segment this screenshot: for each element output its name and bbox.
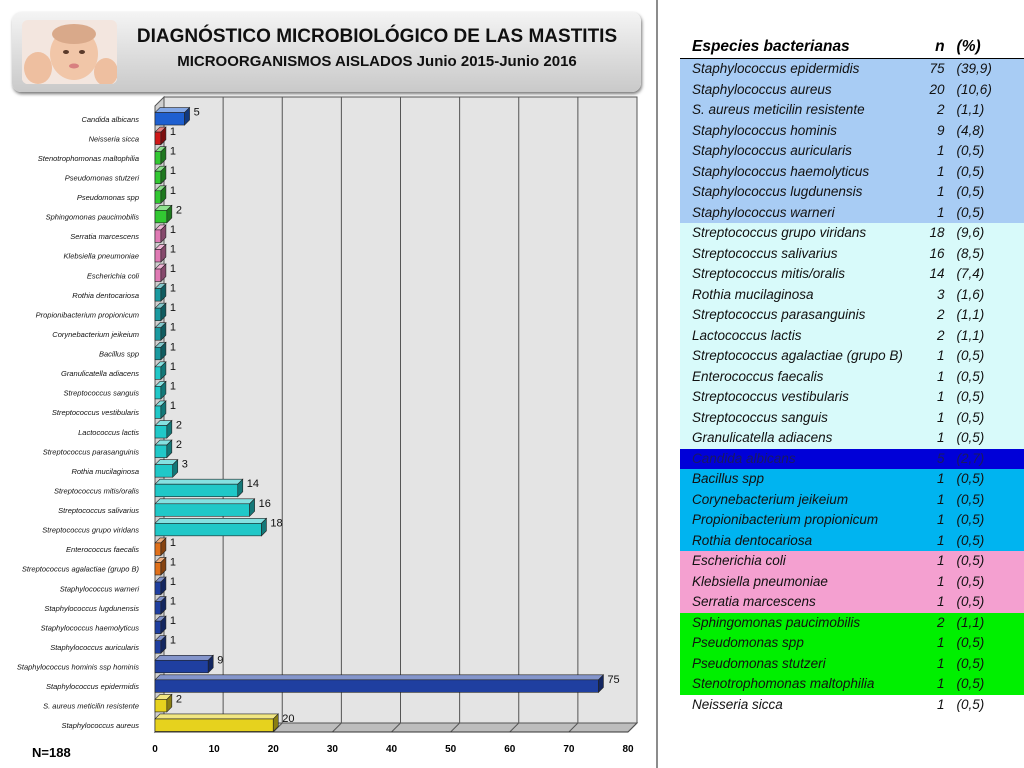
- bar: [155, 641, 161, 654]
- bar: [155, 210, 167, 223]
- y-tick-label: Pseudomonas spp: [76, 193, 139, 203]
- data-label: 1: [169, 126, 177, 139]
- y-tick-label: Sphingomonas paucimobilis: [45, 212, 139, 222]
- percent-cell: (7,4): [956, 266, 985, 281]
- data-label: 2: [175, 419, 182, 432]
- bar: [155, 132, 161, 145]
- y-tick-label: Staphylococcus haemolyticus: [40, 623, 139, 633]
- bar: [155, 152, 161, 165]
- percent-cell: (9,6): [956, 225, 985, 240]
- species-name-cell: Staphylococcus auricularis: [692, 143, 852, 158]
- count-cell: 1: [937, 573, 945, 589]
- y-tick-label: Serratia marcescens: [70, 232, 139, 242]
- bar: [155, 621, 161, 634]
- x-tick-label: 70: [563, 744, 575, 755]
- y-tick-label: Corynebacterium jeikeium: [52, 329, 139, 339]
- percent-cell: (4,8): [956, 122, 985, 138]
- bar-top: [155, 479, 243, 484]
- data-label: 1: [169, 184, 177, 197]
- percent-cell: (0,5): [956, 635, 985, 650]
- data-label: 1: [169, 634, 177, 647]
- bar: [155, 582, 161, 595]
- bar: [155, 406, 161, 419]
- bar: [155, 191, 161, 204]
- count-cell: 20: [929, 81, 945, 97]
- bar: [155, 426, 167, 439]
- y-tick-label: Staphylococcus lugdunensis: [44, 603, 139, 613]
- y-tick-label: Rothia dentocariosa: [72, 290, 139, 300]
- table-row: [680, 203, 1024, 224]
- y-tick-label: Candida albicans: [81, 114, 139, 124]
- count-cell: 1: [937, 204, 945, 220]
- table-row: [680, 141, 1024, 162]
- table-row: [680, 264, 1024, 285]
- bar: [155, 484, 238, 497]
- x-tick-label: 50: [445, 744, 457, 755]
- count-cell: 1: [937, 184, 945, 199]
- bar: [155, 386, 161, 399]
- species-name-cell: Staphylococcus warneri: [692, 204, 835, 220]
- count-cell: 1: [937, 655, 945, 671]
- data-label: 20: [282, 712, 295, 725]
- table-row: [680, 80, 1024, 101]
- x-tick-label: 60: [504, 744, 516, 755]
- data-label: 1: [169, 282, 177, 295]
- species-name-cell: Bacillus spp: [692, 471, 765, 486]
- species-name-cell: Granulicatella adiacens: [692, 430, 833, 445]
- percent-cell: (1,1): [956, 307, 985, 322]
- x-tick-label: 80: [622, 744, 634, 755]
- table-row: [680, 674, 1024, 695]
- species-name-cell: Staphylococcus haemolyticus: [692, 163, 870, 179]
- bar-top: [155, 499, 255, 504]
- data-label: 14: [246, 478, 260, 491]
- x-tick-label: 10: [208, 744, 220, 755]
- percent-cell: (0,5): [956, 655, 985, 671]
- count-cell: 16: [929, 245, 945, 261]
- species-name-cell: S. aureus meticilin resistente: [692, 102, 865, 117]
- y-tick-label: Propionibacterium propionicum: [35, 310, 139, 320]
- data-label: 1: [169, 302, 177, 315]
- table-row: [680, 182, 1024, 203]
- percent-cell: (0,5): [956, 163, 985, 179]
- count-cell: 1: [937, 696, 945, 712]
- species-name-cell: Streptococcus grupo viridans: [692, 225, 867, 240]
- percent-cell: (0,5): [956, 143, 985, 158]
- table-row: [680, 162, 1024, 183]
- bar: [155, 562, 161, 575]
- data-label: 1: [169, 615, 177, 628]
- species-name-cell: Streptococcus parasanguinis: [692, 307, 866, 322]
- count-cell: 75: [929, 61, 945, 76]
- y-tick-label: Pseudomonas stutzeri: [64, 173, 139, 183]
- species-name-cell: Sphingomonas paucimobilis: [692, 614, 861, 630]
- table-row: [680, 326, 1024, 347]
- percent-cell: (1,6): [956, 286, 985, 302]
- data-label: 1: [169, 263, 177, 276]
- percent-cell: (39,9): [956, 61, 992, 76]
- header-species: Especies bacterianas: [680, 35, 919, 59]
- table-row: [680, 367, 1024, 388]
- species-name-cell: Pseudomonas spp: [692, 635, 804, 650]
- species-name-cell: Stenotrophomonas maltophilia: [692, 676, 875, 691]
- data-label: 9: [217, 654, 224, 667]
- percent-cell: (1,1): [956, 102, 985, 117]
- percent-cell: (0,5): [956, 471, 985, 486]
- bar-top: [155, 518, 266, 523]
- table-row: [680, 346, 1024, 367]
- data-label: 18: [270, 517, 283, 530]
- data-label: 5: [193, 106, 200, 119]
- data-label: 1: [169, 165, 177, 178]
- bar: [155, 660, 208, 673]
- percent-cell: (0,5): [956, 389, 985, 404]
- bar: [155, 523, 261, 536]
- percent-cell: (0,5): [956, 204, 985, 220]
- x-tick-label: 20: [267, 744, 279, 755]
- table-row: [680, 449, 1024, 470]
- count-cell: 1: [937, 348, 945, 363]
- data-label: 75: [607, 673, 620, 686]
- x-tick-label: 30: [326, 744, 338, 755]
- y-tick-label: Streptococcus agalactiae (grupo B): [21, 564, 139, 574]
- y-tick-label: Stenotrophomonas maltophilia: [37, 153, 139, 163]
- bar: [155, 328, 161, 341]
- y-tick-label: Escherichia coli: [86, 271, 139, 281]
- species-name-cell: Rothia mucilaginosa: [692, 286, 814, 302]
- count-cell: 2: [937, 614, 945, 630]
- y-tick-label: Staphylococcus auricularis: [50, 642, 139, 652]
- bar-chart: [0, 96, 656, 768]
- data-label: 1: [169, 595, 177, 608]
- species-name-cell: Corynebacterium jeikeium: [692, 491, 849, 507]
- title-banner: [12, 12, 641, 92]
- table-row: [680, 285, 1024, 306]
- count-cell: 5: [937, 450, 945, 466]
- data-label: 1: [169, 556, 177, 569]
- table-row: [680, 695, 1024, 716]
- percent-cell: (0,5): [956, 532, 985, 548]
- y-tick-label: Streptococcus parasanguinis: [42, 447, 139, 457]
- bar: [155, 249, 161, 262]
- table-row: [680, 121, 1024, 142]
- count-cell: 9: [937, 122, 945, 138]
- species-name-cell: Streptococcus salivarius: [692, 245, 838, 261]
- count-cell: 18: [929, 225, 945, 240]
- species-table: [680, 35, 1024, 715]
- y-tick-label: Staphylococcus aureus: [61, 721, 139, 731]
- y-tick-label: Staphylococcus warneri: [59, 584, 139, 594]
- bar: [155, 680, 598, 693]
- data-label: 16: [258, 497, 271, 510]
- data-label: 1: [169, 223, 177, 236]
- species-name-cell: Staphylococcus aureus: [692, 81, 832, 97]
- species-name-cell: Streptococcus mitis/oralis: [692, 266, 846, 281]
- data-label: 1: [169, 341, 177, 354]
- bar: [155, 699, 167, 712]
- bar-top: [155, 108, 190, 113]
- bar: [155, 308, 161, 321]
- count-cell: 1: [937, 368, 945, 384]
- percent-cell: (0,5): [956, 573, 985, 589]
- table-row: [680, 654, 1024, 675]
- percent-cell: (0,5): [956, 348, 985, 363]
- table-row: [680, 490, 1024, 511]
- count-cell: 1: [937, 676, 945, 691]
- bar: [155, 269, 161, 282]
- table-row: [680, 510, 1024, 531]
- y-tick-label: Enterococcus faecalis: [66, 545, 139, 555]
- percent-cell: (0,5): [956, 184, 985, 199]
- species-name-cell: Staphylococcus lugdunensis: [692, 184, 863, 199]
- bar: [155, 347, 161, 360]
- y-tick-label: Bacillus spp: [98, 349, 139, 359]
- bar-top: [155, 714, 278, 719]
- bar: [155, 230, 161, 243]
- table-row: [680, 428, 1024, 449]
- y-tick-label: Lactococcus lactis: [78, 427, 139, 437]
- table-row: [680, 244, 1024, 265]
- percent-cell: (0,5): [956, 594, 985, 609]
- data-label: 1: [169, 243, 177, 256]
- count-cell: 1: [937, 430, 945, 445]
- table-row: [680, 223, 1024, 244]
- table-row: [680, 572, 1024, 593]
- chart-title: DIAGNÓSTICO MICROBIOLÓGICO DE LAS MASTITIS: [136, 26, 618, 47]
- count-cell: 14: [929, 266, 945, 281]
- count-cell: 1: [937, 491, 945, 507]
- count-cell: 1: [937, 532, 945, 548]
- bar: [155, 465, 173, 478]
- count-cell: 1: [937, 635, 945, 650]
- percent-cell: (0,5): [956, 696, 985, 712]
- y-tick-label: Streptococcus vestibularis: [51, 408, 139, 418]
- percent-cell: (8,5): [956, 245, 985, 261]
- percent-cell: (0,5): [956, 676, 985, 691]
- table-row: [680, 408, 1024, 429]
- species-name-cell: Rothia dentocariosa: [692, 532, 813, 548]
- data-label: 1: [169, 145, 177, 158]
- header-n: n: [919, 35, 955, 59]
- data-label: 2: [175, 439, 182, 452]
- y-tick-label: S. aureus meticilin resistente: [43, 701, 139, 711]
- table-row: [680, 551, 1024, 572]
- bar: [155, 367, 161, 380]
- bar: [155, 504, 250, 517]
- table-row: [680, 387, 1024, 408]
- table-row: [680, 531, 1024, 552]
- data-label: 1: [169, 360, 177, 373]
- species-name-cell: Streptococcus sanguis: [692, 409, 828, 425]
- y-tick-label: Rothia mucilaginosa: [71, 466, 139, 476]
- y-tick-label: Streptococcus mitis/oralis: [53, 486, 139, 496]
- percent-cell: (0,5): [956, 553, 985, 568]
- species-name-cell: Candida albicans: [692, 450, 796, 466]
- bar: [155, 289, 161, 302]
- chart-subtitle: MICROORGANISMOS AISLADOS Junio 2015-Junio 2016: [177, 53, 577, 70]
- y-tick-label: Streptococcus salivarius: [58, 506, 139, 516]
- count-cell: 1: [937, 471, 945, 486]
- table-row: [680, 633, 1024, 654]
- y-tick-label: Neisseria sicca: [88, 134, 139, 144]
- count-cell: 3: [937, 286, 945, 302]
- species-name-cell: Pseudomonas stutzeri: [692, 655, 826, 671]
- y-tick-label: Streptococcus grupo viridans: [42, 525, 139, 535]
- table-row: [680, 469, 1024, 490]
- bar-top: [155, 655, 213, 660]
- species-name-cell: Streptococcus vestibularis: [692, 389, 849, 404]
- count-cell: 2: [937, 327, 945, 343]
- percent-cell: (0,5): [956, 368, 985, 384]
- table-header-row: [680, 35, 1024, 59]
- data-label: 2: [175, 693, 182, 706]
- y-tick-label: Staphylococcus hominis ssp hominis: [16, 662, 139, 672]
- species-name-cell: Lactococcus lactis: [692, 327, 802, 343]
- bar: [155, 543, 161, 556]
- percent-cell: (0,5): [956, 409, 985, 425]
- baby-photo-icon: [22, 20, 117, 84]
- species-name-cell: Neisseria sicca: [692, 696, 783, 712]
- bar: [155, 445, 167, 458]
- y-tick-label: Granulicatella adiacens: [61, 369, 139, 379]
- percent-cell: (2,7): [956, 450, 985, 466]
- species-name-cell: Staphylococcus epidermidis: [692, 61, 860, 76]
- percent-cell: (10,6): [956, 81, 992, 97]
- percent-cell: (1,1): [956, 614, 985, 630]
- percent-cell: (0,5): [956, 430, 985, 445]
- x-tick-label: 0: [152, 744, 158, 755]
- count-cell: 1: [937, 163, 945, 179]
- species-name-cell: Streptococcus agalactiae (grupo B): [692, 348, 903, 363]
- bar: [155, 602, 161, 615]
- bar: [155, 719, 273, 732]
- bar: [155, 171, 161, 184]
- count-cell: 1: [937, 594, 945, 609]
- count-cell: 2: [937, 102, 945, 117]
- species-name-cell: Enterococcus faecalis: [692, 368, 824, 384]
- count-cell: 1: [937, 553, 945, 568]
- percent-cell: (0,5): [956, 512, 985, 527]
- data-label: 1: [169, 536, 177, 549]
- table-row: [680, 100, 1024, 121]
- y-tick-label: Staphylococcus epidermidis: [46, 682, 139, 692]
- data-label: 3: [181, 458, 188, 471]
- data-label: 1: [169, 399, 177, 412]
- table-row: [680, 305, 1024, 326]
- bar: [155, 113, 185, 126]
- data-label: 1: [169, 576, 177, 589]
- species-name-cell: Serratia marcescens: [692, 594, 816, 609]
- count-cell: 2: [937, 307, 945, 322]
- bar-top: [155, 675, 603, 680]
- table-row: [680, 59, 1024, 80]
- species-name-cell: Staphylococcus hominis: [692, 122, 837, 138]
- table-row: [680, 592, 1024, 613]
- percent-cell: (0,5): [956, 491, 985, 507]
- species-name-cell: Escherichia coli: [692, 553, 786, 568]
- count-cell: 1: [937, 389, 945, 404]
- count-cell: 1: [937, 512, 945, 527]
- species-name-cell: Klebsiella pneumoniae: [692, 573, 828, 589]
- data-label: 1: [169, 321, 177, 334]
- species-name-cell: Propionibacterium propionicum: [692, 512, 879, 527]
- count-cell: 1: [937, 409, 945, 425]
- table-body: [680, 59, 1024, 716]
- x-tick-label: 40: [385, 744, 398, 755]
- data-label: 1: [169, 380, 177, 393]
- sample-size-label: N=188: [32, 745, 71, 760]
- count-cell: 1: [937, 143, 945, 158]
- y-tick-label: Klebsiella pneumoniae: [63, 251, 139, 261]
- header-percent: (%): [955, 35, 1024, 59]
- percent-cell: (1,1): [956, 327, 985, 343]
- y-tick-label: Streptococcus sanguis: [63, 388, 139, 398]
- table-row: [680, 613, 1024, 634]
- data-label: 2: [175, 204, 182, 217]
